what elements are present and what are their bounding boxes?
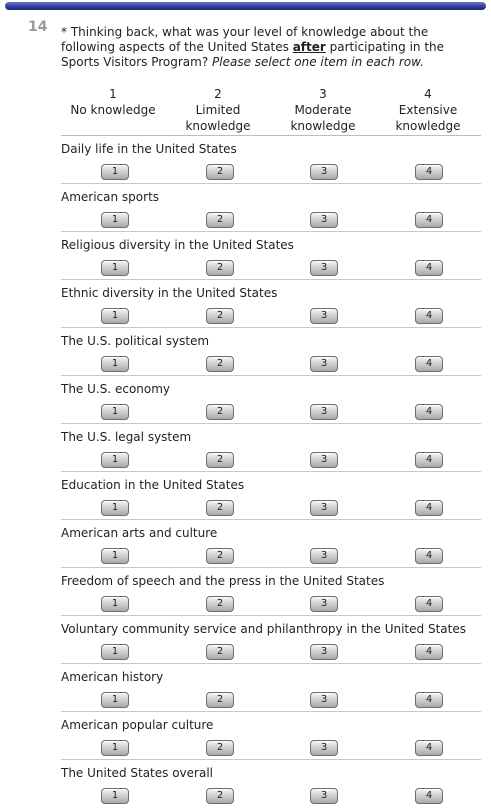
question-text-mid: participating in the Sports Visitors Program? <box>61 40 445 69</box>
option-button-1[interactable]: 1 <box>101 212 129 228</box>
option-button-4[interactable]: 4 <box>415 644 443 660</box>
option-button-3[interactable]: 3 <box>310 212 338 228</box>
scale-header-4 <box>373 86 483 134</box>
row-label: American history <box>61 670 164 684</box>
option-button-3[interactable]: 3 <box>310 260 338 276</box>
option-button-3[interactable]: 3 <box>310 548 338 564</box>
option-button-2[interactable]: 2 <box>206 644 234 660</box>
option-button-4[interactable]: 4 <box>415 500 443 516</box>
option-button-3[interactable]: 3 <box>310 692 338 708</box>
option-button-3[interactable]: 3 <box>310 500 338 516</box>
option-button-4[interactable]: 4 <box>415 212 443 228</box>
scale-header-2 <box>163 86 273 134</box>
option-button-2[interactable]: 2 <box>206 260 234 276</box>
top-divider-bar <box>5 2 486 10</box>
option-button-2[interactable]: 2 <box>206 452 234 468</box>
row-label: The U.S. political system <box>61 334 210 348</box>
option-button-2[interactable]: 2 <box>206 548 234 564</box>
rating-row <box>61 376 481 424</box>
scale-header-value: 2 <box>214 87 222 101</box>
row-label: Religious diversity in the United States <box>61 238 294 252</box>
question-text <box>61 25 476 70</box>
option-button-2[interactable]: 2 <box>206 692 234 708</box>
rating-row <box>61 520 481 568</box>
rating-row <box>61 472 481 520</box>
option-button-2[interactable]: 2 <box>206 212 234 228</box>
rating-row <box>61 712 481 760</box>
row-label: Freedom of speech and the press in the United States <box>61 574 385 588</box>
scale-header-label: No knowledge <box>70 103 156 117</box>
option-button-3[interactable]: 3 <box>310 404 338 420</box>
option-button-3[interactable]: 3 <box>310 308 338 324</box>
option-button-1[interactable]: 1 <box>101 500 129 516</box>
row-label: Voluntary community service and philanthropy in the United States <box>61 622 466 636</box>
rating-row <box>61 424 481 472</box>
option-button-3[interactable]: 3 <box>310 164 338 180</box>
option-button-3[interactable]: 3 <box>310 644 338 660</box>
option-button-2[interactable]: 2 <box>206 356 234 372</box>
option-button-1[interactable]: 1 <box>101 308 129 324</box>
question-text-start: * Thinking back, what was your level of knowledge about the following aspects of the United States <box>61 25 429 54</box>
option-button-1[interactable]: 1 <box>101 356 129 372</box>
rating-row <box>61 616 481 664</box>
rating-row <box>61 760 481 808</box>
option-button-1[interactable]: 1 <box>101 596 129 612</box>
option-button-4[interactable]: 4 <box>415 788 443 804</box>
scale-header-value: 3 <box>319 87 327 101</box>
option-button-1[interactable]: 1 <box>101 260 129 276</box>
option-button-2[interactable]: 2 <box>206 500 234 516</box>
row-label: Education in the United States <box>61 478 245 492</box>
option-button-1[interactable]: 1 <box>101 740 129 756</box>
option-button-2[interactable]: 2 <box>206 308 234 324</box>
option-button-3[interactable]: 3 <box>310 740 338 756</box>
option-button-2[interactable]: 2 <box>206 404 234 420</box>
option-button-1[interactable]: 1 <box>101 404 129 420</box>
option-button-1[interactable]: 1 <box>101 164 129 180</box>
rating-row <box>61 664 481 712</box>
option-button-2[interactable]: 2 <box>206 596 234 612</box>
option-button-3[interactable]: 3 <box>310 596 338 612</box>
scale-header-1 <box>58 86 168 118</box>
option-button-4[interactable]: 4 <box>415 596 443 612</box>
option-button-4[interactable]: 4 <box>415 452 443 468</box>
option-button-1[interactable]: 1 <box>101 548 129 564</box>
option-button-1[interactable]: 1 <box>101 788 129 804</box>
option-button-1[interactable]: 1 <box>101 644 129 660</box>
option-button-4[interactable]: 4 <box>415 260 443 276</box>
option-button-1[interactable]: 1 <box>101 692 129 708</box>
option-button-4[interactable]: 4 <box>415 404 443 420</box>
row-label: The United States overall <box>61 766 213 780</box>
question-number: 14 <box>28 19 48 35</box>
option-button-4[interactable]: 4 <box>415 740 443 756</box>
option-button-2[interactable]: 2 <box>206 788 234 804</box>
option-button-3[interactable]: 3 <box>310 788 338 804</box>
option-button-3[interactable]: 3 <box>310 356 338 372</box>
scale-header-label: Moderate knowledge <box>290 103 356 133</box>
scale-header-value: 1 <box>109 87 117 101</box>
rating-row <box>61 184 481 232</box>
rating-row <box>61 136 481 184</box>
question-instruction: Please select one item in each row. <box>212 55 424 69</box>
row-label: The U.S. economy <box>61 382 171 396</box>
option-button-4[interactable]: 4 <box>415 164 443 180</box>
row-label: Daily life in the United States <box>61 142 237 156</box>
option-button-4[interactable]: 4 <box>415 308 443 324</box>
row-label: American arts and culture <box>61 526 218 540</box>
scale-header-label: Extensive knowledge <box>395 103 461 133</box>
rating-row <box>61 568 481 616</box>
rating-row <box>61 232 481 280</box>
scale-header-label: Limited knowledge <box>185 103 251 133</box>
option-button-2[interactable]: 2 <box>206 164 234 180</box>
option-button-4[interactable]: 4 <box>415 356 443 372</box>
row-label: Ethnic diversity in the United States <box>61 286 278 300</box>
scale-header-3 <box>268 86 378 134</box>
option-button-4[interactable]: 4 <box>415 548 443 564</box>
question-emphasis: after <box>292 40 326 54</box>
scale-header-value: 4 <box>424 87 432 101</box>
row-label: American popular culture <box>61 718 214 732</box>
row-label: American sports <box>61 190 160 204</box>
row-label: The U.S. legal system <box>61 430 192 444</box>
rating-row <box>61 328 481 376</box>
option-button-2[interactable]: 2 <box>206 740 234 756</box>
rating-row <box>61 280 481 328</box>
option-button-1[interactable]: 1 <box>101 452 129 468</box>
option-button-4[interactable]: 4 <box>415 692 443 708</box>
option-button-3[interactable]: 3 <box>310 452 338 468</box>
